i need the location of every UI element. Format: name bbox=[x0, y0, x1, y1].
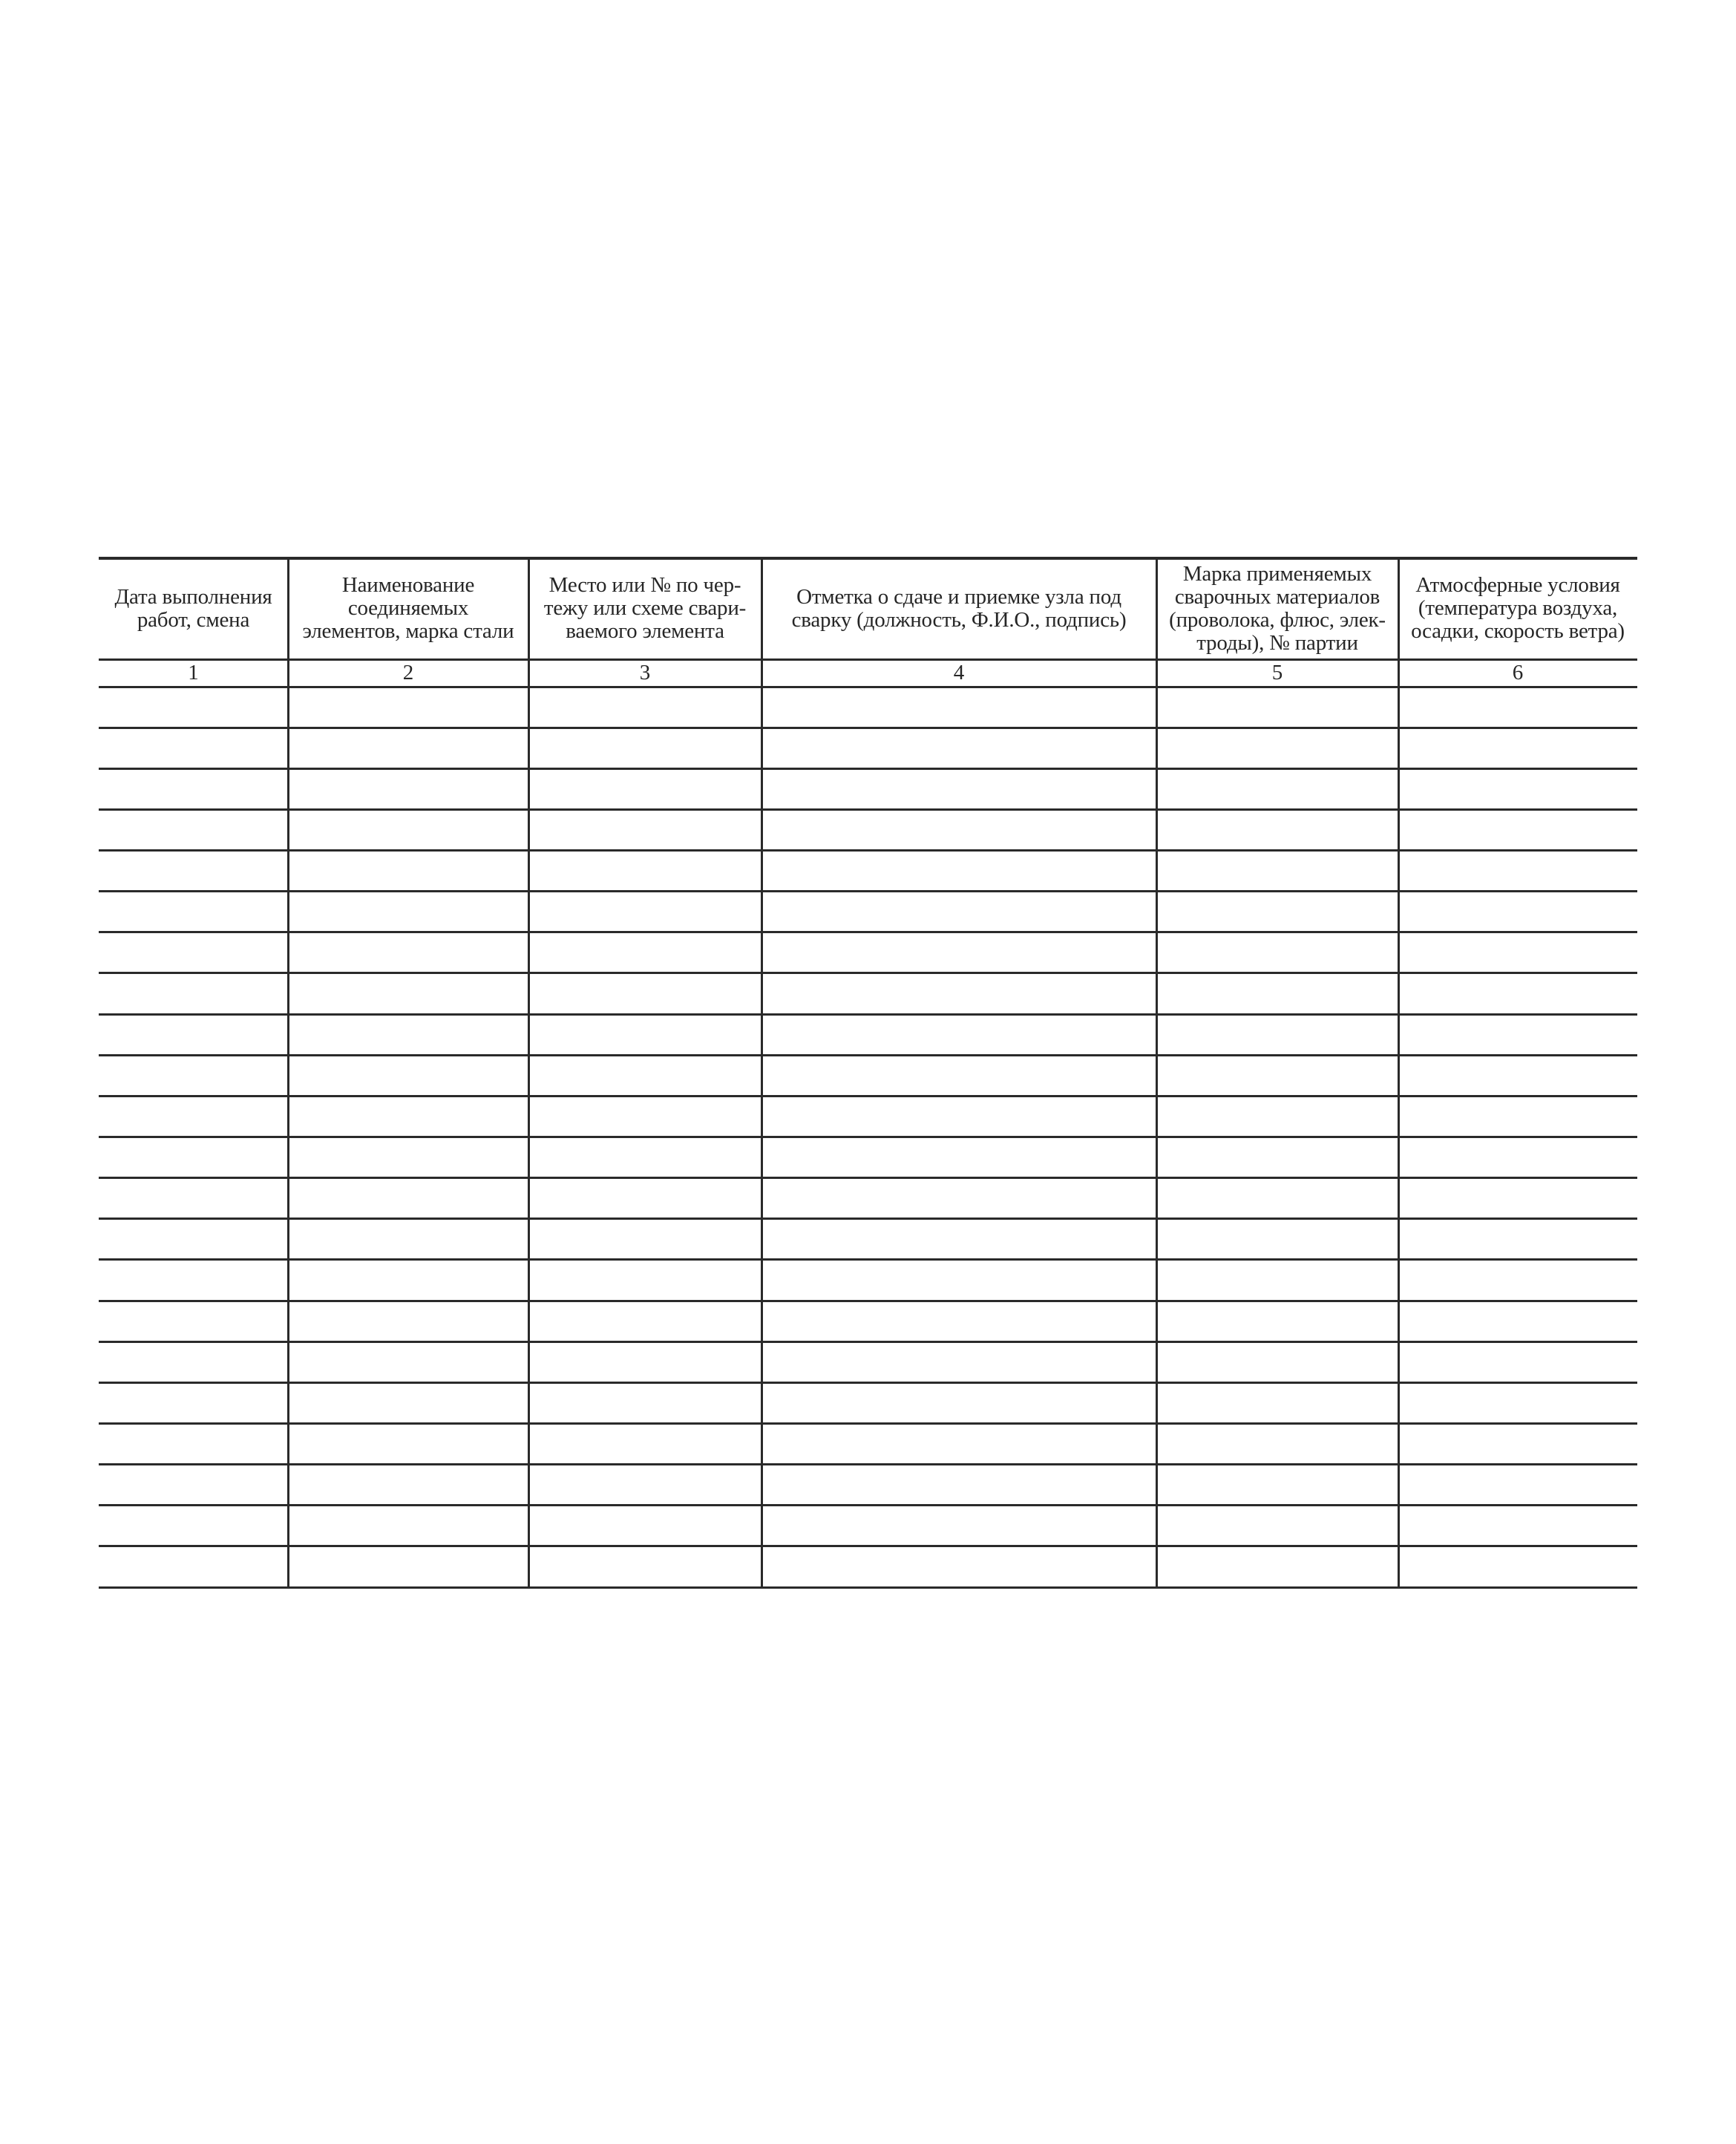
row-rule bbox=[99, 1136, 1637, 1138]
blank-cell-col-6 bbox=[1398, 1137, 1637, 1178]
blank-cell-col-4 bbox=[761, 1096, 1156, 1137]
blank-cell-col-5 bbox=[1156, 932, 1398, 973]
blank-cell-col-5 bbox=[1156, 1546, 1398, 1587]
blank-cell-col-5 bbox=[1156, 1301, 1398, 1341]
blank-cell-col-6 bbox=[1398, 1424, 1637, 1465]
blank-cell-col-1 bbox=[99, 892, 288, 932]
blank-cell-col-4 bbox=[761, 768, 1156, 809]
blank-cell-col-5 bbox=[1156, 1424, 1398, 1465]
blank-cell-col-6 bbox=[1398, 932, 1637, 973]
blank-cell-col-6 bbox=[1398, 1055, 1637, 1096]
blank-cell-col-3 bbox=[528, 932, 761, 973]
blank-cell-col-6 bbox=[1398, 851, 1637, 892]
header-text-line: тежу или схеме свари- bbox=[543, 596, 747, 620]
blank-cell-col-5 bbox=[1156, 1137, 1398, 1178]
blank-cell-col-3 bbox=[528, 892, 761, 932]
row-rule bbox=[99, 1341, 1637, 1343]
blank-cell-col-5 bbox=[1156, 973, 1398, 1014]
blank-cell-col-6 bbox=[1398, 973, 1637, 1014]
header-cell-col-4 bbox=[763, 559, 1155, 658]
blank-cell-col-5 bbox=[1156, 851, 1398, 892]
row-rule bbox=[99, 1463, 1637, 1465]
blank-cell-col-3 bbox=[528, 728, 761, 768]
column-divider bbox=[1398, 557, 1400, 1588]
header-text-line: Место или № по чер- bbox=[548, 573, 741, 597]
blank-cell-col-2 bbox=[288, 1506, 528, 1546]
header-text-line: осадки, скорость ветра) bbox=[1411, 619, 1625, 643]
blank-cell-col-2 bbox=[288, 1260, 528, 1301]
blank-cell-col-3 bbox=[528, 1424, 761, 1465]
blank-cell-col-2 bbox=[288, 1424, 528, 1465]
header-text-line: (температура воздуха, bbox=[1418, 596, 1618, 620]
blank-cell-col-2 bbox=[288, 973, 528, 1014]
row-rule bbox=[99, 931, 1637, 933]
row-rule bbox=[99, 849, 1637, 852]
blank-cell-col-5 bbox=[1156, 1382, 1398, 1423]
header-cell-col-3 bbox=[530, 559, 760, 658]
blank-cell-col-4 bbox=[761, 1506, 1156, 1546]
blank-cell-col-5 bbox=[1156, 1096, 1398, 1137]
header-cell-col-6 bbox=[1400, 559, 1636, 658]
blank-cell-col-4 bbox=[761, 1137, 1156, 1178]
blank-cell-col-5 bbox=[1156, 1260, 1398, 1301]
blank-cell-col-1 bbox=[99, 1341, 288, 1382]
blank-cell-col-6 bbox=[1398, 1178, 1637, 1219]
blank-cell-col-4 bbox=[761, 851, 1156, 892]
blank-cell-col-2 bbox=[288, 1178, 528, 1219]
blank-cell-col-3 bbox=[528, 1260, 761, 1301]
blank-cell-col-1 bbox=[99, 1260, 288, 1301]
blank-cell-col-6 bbox=[1398, 1260, 1637, 1301]
blank-cell-col-3 bbox=[528, 687, 761, 728]
table-row bbox=[99, 851, 1637, 892]
row-rule bbox=[99, 1013, 1637, 1016]
blank-cell-col-1 bbox=[99, 1137, 288, 1178]
blank-cell-col-2 bbox=[288, 809, 528, 850]
blank-cell-col-1 bbox=[99, 1219, 288, 1260]
blank-cell-col-5 bbox=[1156, 1055, 1398, 1096]
blank-cell-col-5 bbox=[1156, 768, 1398, 809]
blank-cell-col-4 bbox=[761, 1465, 1156, 1506]
column-divider bbox=[528, 557, 530, 1588]
table-row bbox=[99, 1301, 1637, 1341]
blank-cell-col-4 bbox=[761, 1219, 1156, 1260]
blank-cell-col-2 bbox=[288, 1465, 528, 1506]
table-row bbox=[99, 809, 1637, 850]
column-number-6: 6 bbox=[1512, 661, 1524, 684]
blank-cell-col-1 bbox=[99, 1506, 288, 1546]
column-number-3: 3 bbox=[639, 661, 651, 684]
blank-cell-col-3 bbox=[528, 973, 761, 1014]
row-rule bbox=[99, 1177, 1637, 1179]
blank-cell-col-5 bbox=[1156, 1178, 1398, 1219]
header-text-line: Наименование bbox=[341, 573, 475, 597]
row-rule bbox=[99, 1300, 1637, 1302]
row-rule bbox=[99, 1095, 1637, 1097]
blank-cell-col-6 bbox=[1398, 1506, 1637, 1546]
header-text-line: (проволока, флюс, элек- bbox=[1169, 607, 1386, 632]
blank-cell-col-4 bbox=[761, 809, 1156, 850]
blank-cell-col-3 bbox=[528, 1178, 761, 1219]
table-row bbox=[99, 973, 1637, 1014]
blank-cell-col-3 bbox=[528, 1055, 761, 1096]
table-row bbox=[99, 1096, 1637, 1137]
blank-cell-col-4 bbox=[761, 892, 1156, 932]
blank-cell-col-4 bbox=[761, 728, 1156, 768]
blank-cell-col-1 bbox=[99, 687, 288, 728]
welding-log-table bbox=[99, 557, 1637, 1589]
blank-cell-col-1 bbox=[99, 768, 288, 809]
blank-cell-col-2 bbox=[288, 1546, 528, 1587]
table-bottom-rule bbox=[99, 1586, 1637, 1589]
table-row bbox=[99, 1055, 1637, 1096]
table-row bbox=[99, 1424, 1637, 1465]
blank-cell-col-6 bbox=[1398, 892, 1637, 932]
blank-cell-col-1 bbox=[99, 1382, 288, 1423]
blank-cell-col-5 bbox=[1156, 1341, 1398, 1382]
blank-cell-col-6 bbox=[1398, 1219, 1637, 1260]
table-row bbox=[99, 892, 1637, 932]
blank-cell-col-6 bbox=[1398, 1014, 1637, 1055]
blank-cell-col-5 bbox=[1156, 1465, 1398, 1506]
row-rule bbox=[99, 1422, 1637, 1425]
blank-cell-col-3 bbox=[528, 1014, 761, 1055]
table-row bbox=[99, 687, 1637, 728]
blank-cell-col-2 bbox=[288, 1382, 528, 1423]
table-row bbox=[99, 1382, 1637, 1423]
blank-cell-col-2 bbox=[288, 932, 528, 973]
row-rule bbox=[99, 1504, 1637, 1506]
blank-cell-col-2 bbox=[288, 728, 528, 768]
table-row bbox=[99, 1506, 1637, 1546]
blank-cell-col-6 bbox=[1398, 1465, 1637, 1506]
header-text-line: соединяемых bbox=[347, 596, 469, 620]
blank-cell-col-2 bbox=[288, 1137, 528, 1178]
blank-cell-col-3 bbox=[528, 1382, 761, 1423]
header-bottom-rule bbox=[99, 658, 1637, 661]
blank-cell-col-1 bbox=[99, 1055, 288, 1096]
blank-cell-col-4 bbox=[761, 1382, 1156, 1423]
blank-cell-col-4 bbox=[761, 1546, 1156, 1587]
row-rule bbox=[99, 972, 1637, 974]
row-rule bbox=[99, 727, 1637, 729]
blank-cell-col-3 bbox=[528, 768, 761, 809]
blank-cell-col-2 bbox=[288, 687, 528, 728]
blank-cell-col-6 bbox=[1398, 768, 1637, 809]
blank-cell-col-2 bbox=[288, 768, 528, 809]
blank-cell-col-5 bbox=[1156, 728, 1398, 768]
header-text-line: Отметка о сдаче и приемке узла под bbox=[796, 584, 1121, 609]
blank-cell-col-4 bbox=[761, 1424, 1156, 1465]
table-row bbox=[99, 1341, 1637, 1382]
header-cell-col-5 bbox=[1158, 559, 1397, 658]
blank-cell-col-1 bbox=[99, 1096, 288, 1137]
blank-cell-col-3 bbox=[528, 809, 761, 850]
blank-cell-col-1 bbox=[99, 1465, 288, 1506]
column-divider bbox=[1156, 557, 1158, 1588]
row-rule bbox=[99, 808, 1637, 811]
blank-cell-col-4 bbox=[761, 1260, 1156, 1301]
table-top-rule bbox=[99, 557, 1637, 560]
table-row bbox=[99, 1014, 1637, 1055]
blank-cell-col-5 bbox=[1156, 1014, 1398, 1055]
blank-cell-col-1 bbox=[99, 932, 288, 973]
header-text-line: элементов, марка стали bbox=[302, 619, 514, 643]
blank-cell-col-2 bbox=[288, 1055, 528, 1096]
blank-cell-col-6 bbox=[1398, 1301, 1637, 1341]
blank-cell-col-1 bbox=[99, 1014, 288, 1055]
blank-cell-col-2 bbox=[288, 851, 528, 892]
blank-cell-col-1 bbox=[99, 1546, 288, 1587]
blank-cell-col-5 bbox=[1156, 1219, 1398, 1260]
table-row bbox=[99, 768, 1637, 809]
row-rule bbox=[99, 1218, 1637, 1220]
blank-cell-col-2 bbox=[288, 1014, 528, 1055]
blank-cell-col-6 bbox=[1398, 1096, 1637, 1137]
blank-cell-col-1 bbox=[99, 851, 288, 892]
table-row bbox=[99, 728, 1637, 768]
blank-cell-col-6 bbox=[1398, 1546, 1637, 1587]
blank-cell-col-4 bbox=[761, 1055, 1156, 1096]
blank-cell-col-3 bbox=[528, 1301, 761, 1341]
row-rule bbox=[99, 1054, 1637, 1056]
blank-cell-col-5 bbox=[1156, 809, 1398, 850]
table-row bbox=[99, 932, 1637, 973]
number-row-rule bbox=[99, 686, 1637, 688]
blank-cell-col-1 bbox=[99, 1301, 288, 1341]
table-row bbox=[99, 1465, 1637, 1506]
row-rule bbox=[99, 1545, 1637, 1547]
blank-cell-col-2 bbox=[288, 892, 528, 932]
column-number-1: 1 bbox=[188, 661, 199, 684]
blank-cell-col-3 bbox=[528, 1137, 761, 1178]
row-rule bbox=[99, 1258, 1637, 1261]
header-text-line: Марка применяемых bbox=[1182, 561, 1372, 586]
header-text-line: ваемого элемента bbox=[566, 619, 724, 643]
column-number-4: 4 bbox=[953, 661, 965, 684]
blank-cell-col-1 bbox=[99, 973, 288, 1014]
blank-cell-col-6 bbox=[1398, 809, 1637, 850]
blank-cell-col-6 bbox=[1398, 1341, 1637, 1382]
blank-cell-col-1 bbox=[99, 1424, 288, 1465]
blank-cell-col-1 bbox=[99, 809, 288, 850]
header-text-line: сварку (должность, Ф.И.О., подпись) bbox=[791, 607, 1127, 632]
blank-cell-col-3 bbox=[528, 1341, 761, 1382]
table-row bbox=[99, 1260, 1637, 1301]
table-row bbox=[99, 1137, 1637, 1178]
blank-cell-col-4 bbox=[761, 1301, 1156, 1341]
table-row bbox=[99, 1546, 1637, 1587]
blank-cell-col-4 bbox=[761, 932, 1156, 973]
blank-cell-col-6 bbox=[1398, 728, 1637, 768]
header-text-line: Дата выполнения bbox=[114, 584, 272, 609]
header-text-line: троды), № партии bbox=[1196, 630, 1358, 655]
blank-cell-col-3 bbox=[528, 1465, 761, 1506]
header-text-line: Атмосферные условия bbox=[1415, 573, 1620, 597]
blank-cell-col-3 bbox=[528, 1096, 761, 1137]
table-row bbox=[99, 1178, 1637, 1219]
column-number-2: 2 bbox=[402, 661, 414, 684]
header-text-line: сварочных материалов bbox=[1174, 584, 1380, 609]
row-rule bbox=[99, 890, 1637, 892]
blank-cell-col-4 bbox=[761, 1014, 1156, 1055]
blank-cell-col-3 bbox=[528, 851, 761, 892]
blank-cell-col-3 bbox=[528, 1219, 761, 1260]
blank-cell-col-2 bbox=[288, 1096, 528, 1137]
blank-cell-col-1 bbox=[99, 1178, 288, 1219]
blank-cell-col-4 bbox=[761, 1178, 1156, 1219]
blank-cell-col-3 bbox=[528, 1546, 761, 1587]
blank-cell-col-1 bbox=[99, 728, 288, 768]
row-rule bbox=[99, 1382, 1637, 1384]
blank-cell-col-5 bbox=[1156, 687, 1398, 728]
column-divider bbox=[761, 557, 763, 1588]
blank-cell-col-4 bbox=[761, 973, 1156, 1014]
header-cell-col-1 bbox=[100, 559, 286, 658]
blank-cell-col-2 bbox=[288, 1301, 528, 1341]
blank-cell-col-6 bbox=[1398, 1382, 1637, 1423]
row-rule bbox=[99, 768, 1637, 770]
blank-cell-col-2 bbox=[288, 1219, 528, 1260]
header-text-line: работ, смена bbox=[137, 607, 250, 632]
blank-cell-col-2 bbox=[288, 1341, 528, 1382]
column-divider bbox=[287, 557, 289, 1588]
blank-cell-col-4 bbox=[761, 687, 1156, 728]
header-cell-col-2 bbox=[289, 559, 527, 658]
blank-cell-col-6 bbox=[1398, 687, 1637, 728]
column-number-5: 5 bbox=[1271, 661, 1283, 684]
blank-cell-col-5 bbox=[1156, 1506, 1398, 1546]
blank-cell-col-4 bbox=[761, 1341, 1156, 1382]
table-row bbox=[99, 1219, 1637, 1260]
blank-cell-col-3 bbox=[528, 1506, 761, 1546]
blank-cell-col-5 bbox=[1156, 892, 1398, 932]
